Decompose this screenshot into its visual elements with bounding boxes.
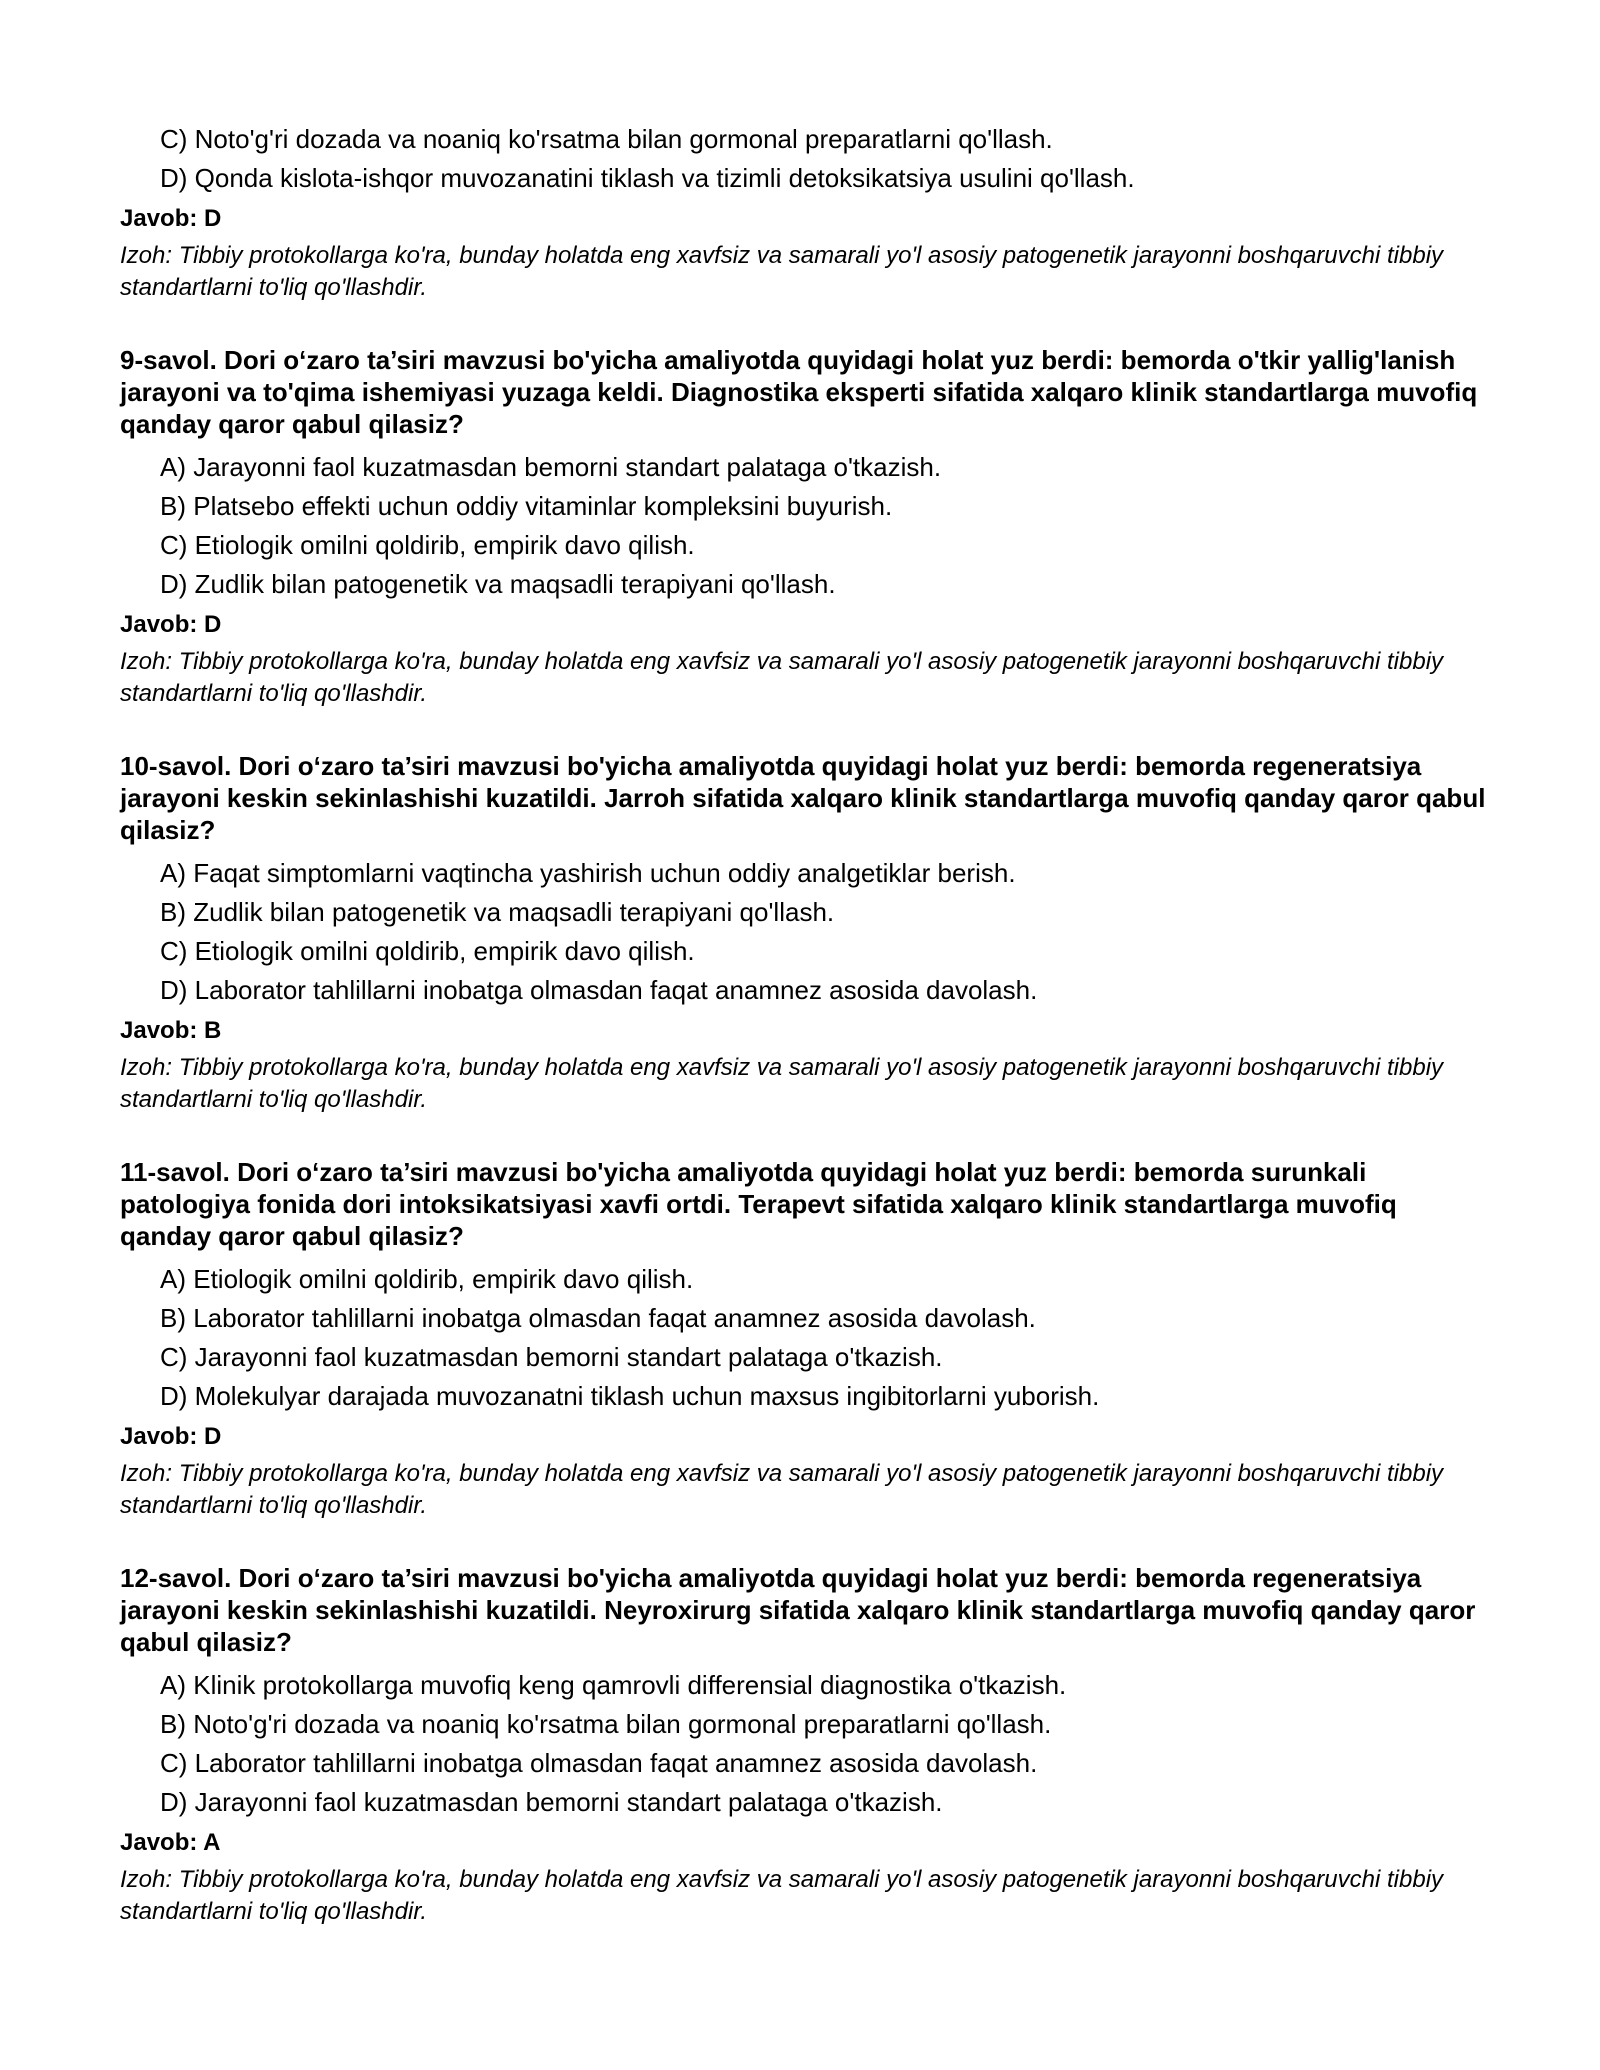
option-d: D) Laborator tahlillarni inobatga olmasdan faqat anamnez asosida davolash.	[160, 975, 1038, 1005]
option-b: B) Laborator tahlillarni inobatga olmasdan faqat anamnez asosida davolash.	[160, 1303, 1036, 1333]
option-d: D) Jarayonni faol kuzatmasdan bemorni standart palataga o'tkazish.	[160, 1787, 943, 1817]
explanation: Izoh: Tibbiy protokollarga ko'ra, bunday holatda eng xavfsiz va samarali yo'l asosiy patogenetik jarayonni boshqaruvchi tibbiy standartlarni to'liq qo'llashdir.	[120, 1054, 1444, 1113]
answer: Javob: D	[120, 611, 222, 638]
options-list	[120, 1666, 1490, 1822]
question-text: 9-savol. Dori o‘zaro ta’siri mavzusi bo'yicha amaliyotda quyidagi holat yuz berdi: bemorda o'tkir yallig'lanish jarayoni va to'qima ishemiyasi yuzaga keldi. Diagnostika eksperti sifatida xalqaro klinik standartlarga muvofiq qanday qaror qabul qilasiz?	[120, 345, 1478, 439]
answer: Javob: B	[120, 1017, 222, 1044]
explanation: Izoh: Tibbiy protokollarga ko'ra, bunday holatda eng xavfsiz va samarali yo'l asosiy patogenetik jarayonni boshqaruvchi tibbiy standartlarni to'liq qo'llashdir.	[120, 242, 1444, 301]
option-d: D) Qonda kislota-ishqor muvozanatini tiklash va tizimli detoksikatsiya usulini qo'llash.	[160, 163, 1135, 193]
answer: Javob: D	[120, 205, 222, 232]
question-12	[120, 1562, 1490, 1928]
explanation: Izoh: Tibbiy protokollarga ko'ra, bunday holatda eng xavfsiz va samarali yo'l asosiy patogenetik jarayonni boshqaruvchi tibbiy standartlarni to'liq qo'llashdir.	[120, 1866, 1444, 1925]
option-c: C) Laborator tahlillarni inobatga olmasdan faqat anamnez asosida davolash.	[160, 1748, 1038, 1778]
question-text: 11-savol. Dori o‘zaro ta’siri mavzusi bo'yicha amaliyotda quyidagi holat yuz berdi: bemorda surunkali patologiya fonida dori intoksikatsiyasi xavfi ortdi. Terapevt sifatida xalqaro klinik standartlarga muvofiq qanday qaror qabul qilasiz?	[120, 1157, 1397, 1251]
question-8-continuation	[120, 120, 1490, 304]
question-11	[120, 1156, 1490, 1522]
answer: Javob: D	[120, 1423, 222, 1450]
option-c: C) Etiologik omilni qoldirib, empirik davo qilish.	[160, 936, 695, 966]
explanation: Izoh: Tibbiy protokollarga ko'ra, bunday holatda eng xavfsiz va samarali yo'l asosiy patogenetik jarayonni boshqaruvchi tibbiy standartlarni to'liq qo'llashdir.	[120, 1460, 1444, 1519]
options-list	[120, 854, 1490, 1010]
option-a: A) Etiologik omilni qoldirib, empirik davo qilish.	[160, 1264, 694, 1294]
answer: Javob: A	[120, 1829, 221, 1856]
options-list	[120, 448, 1490, 604]
option-b: B) Noto'g'ri dozada va noaniq ko'rsatma bilan gormonal preparatlarni qo'llash.	[160, 1709, 1052, 1739]
option-a: A) Klinik protokollarga muvofiq keng qamrovli differensial diagnostika o'tkazish.	[160, 1670, 1067, 1700]
option-d: D) Molekulyar darajada muvozanatni tiklash uchun maxsus ingibitorlarni yuborish.	[160, 1381, 1100, 1411]
explanation: Izoh: Tibbiy protokollarga ko'ra, bunday holatda eng xavfsiz va samarali yo'l asosiy patogenetik jarayonni boshqaruvchi tibbiy standartlarni to'liq qo'llashdir.	[120, 648, 1444, 707]
options-list	[120, 120, 1490, 198]
options-list	[120, 1260, 1490, 1416]
option-c: C) Etiologik omilni qoldirib, empirik davo qilish.	[160, 530, 695, 560]
option-b: B) Platsebo effekti uchun oddiy vitaminlar kompleksini buyurish.	[160, 491, 893, 521]
question-9	[120, 344, 1490, 710]
option-a: A) Jarayonni faol kuzatmasdan bemorni standart palataga o'tkazish.	[160, 452, 942, 482]
question-text: 12-savol. Dori o‘zaro ta’siri mavzusi bo'yicha amaliyotda quyidagi holat yuz berdi: bemorda regeneratsiya jarayoni keskin sekinlashishi kuzatildi. Neyroxirurg sifatida xalqaro klinik standartlarga muvofiq qanday qaror qabul qilasiz?	[120, 1563, 1476, 1657]
question-text: 10-savol. Dori o‘zaro ta’siri mavzusi bo'yicha amaliyotda quyidagi holat yuz berdi: bemorda regeneratsiya jarayoni keskin sekinlashishi kuzatildi. Jarroh sifatida xalqaro klinik standartlarga muvofiq qanday qaror qabul qilasiz?	[120, 751, 1486, 845]
document-page	[120, 120, 1490, 1928]
option-d: D) Zudlik bilan patogenetik va maqsadli terapiyani qo'llash.	[160, 569, 836, 599]
option-c: C) Jarayonni faol kuzatmasdan bemorni standart palataga o'tkazish.	[160, 1342, 943, 1372]
question-10	[120, 750, 1490, 1116]
option-c: C) Noto'g'ri dozada va noaniq ko'rsatma bilan gormonal preparatlarni qo'llash.	[160, 124, 1053, 154]
option-b: B) Zudlik bilan patogenetik va maqsadli terapiyani qo'llash.	[160, 897, 835, 927]
option-a: A) Faqat simptomlarni vaqtincha yashirish uchun oddiy analgetiklar berish.	[160, 858, 1016, 888]
